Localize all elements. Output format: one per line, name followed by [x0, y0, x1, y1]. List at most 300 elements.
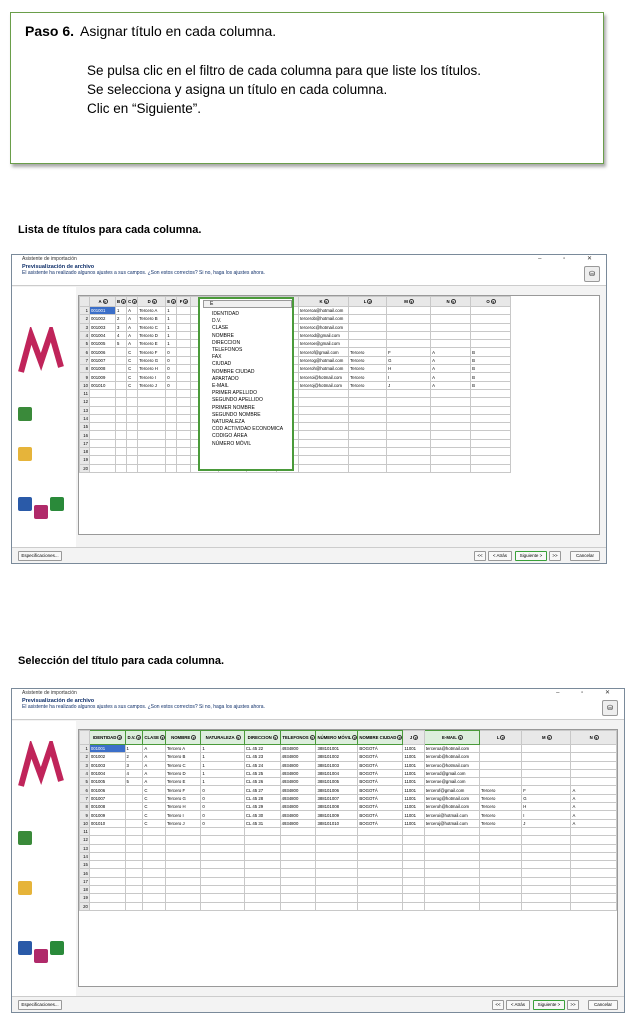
table-cell[interactable] [358, 894, 403, 902]
table-cell[interactable]: Tercero E [165, 778, 200, 786]
empty-row[interactable] [80, 861, 617, 869]
table-cell[interactable] [116, 389, 127, 397]
table-cell[interactable] [116, 456, 127, 464]
filter-icon[interactable]: ▾ [192, 736, 195, 741]
table-cell[interactable] [403, 861, 424, 869]
table-cell[interactable]: 4934800 [280, 753, 316, 761]
table-cell[interactable]: BOGOTÁ [358, 819, 403, 827]
table-cell[interactable] [480, 827, 522, 835]
table-cell[interactable]: Tercero [349, 356, 387, 364]
table-cell[interactable]: 1 [201, 769, 245, 777]
table-cell[interactable] [143, 877, 166, 885]
table-cell[interactable]: A [127, 323, 138, 331]
table-cell[interactable] [403, 894, 424, 902]
table-cell[interactable] [90, 414, 116, 422]
table-cell[interactable] [177, 348, 191, 356]
table-cell[interactable] [244, 836, 280, 844]
table-cell[interactable] [166, 448, 177, 456]
table-cell[interactable]: Tercero B [138, 315, 166, 323]
dropdown-option[interactable]: NOMBRE [212, 332, 234, 339]
table-cell[interactable]: 11001 [403, 769, 424, 777]
table-cell[interactable] [116, 448, 127, 456]
table-cell[interactable] [522, 753, 571, 761]
table-cell[interactable] [201, 877, 245, 885]
table-cell[interactable]: Tercero E [138, 340, 166, 348]
table-cell[interactable]: 4934800 [280, 745, 316, 753]
row-number[interactable]: 5 [80, 778, 90, 786]
filter-icon[interactable]: ▾ [104, 300, 106, 305]
table-cell[interactable]: 0 [201, 786, 245, 794]
table-cell[interactable] [89, 894, 125, 902]
table-cell[interactable]: A [143, 761, 166, 769]
empty-row[interactable] [80, 389, 511, 397]
table-cell[interactable] [358, 827, 403, 835]
table-cell[interactable] [316, 861, 358, 869]
filter-icon[interactable]: ▾ [410, 300, 413, 305]
table-cell[interactable]: A [127, 315, 138, 323]
table-cell[interactable] [299, 464, 349, 472]
table-cell[interactable]: 4934800 [280, 761, 316, 769]
table-cell[interactable] [403, 902, 424, 910]
table-cell[interactable] [316, 836, 358, 844]
table-cell[interactable]: 2 [125, 753, 143, 761]
table-cell[interactable]: 388101009 [316, 811, 358, 819]
next-button[interactable]: Siguiente > [515, 551, 547, 561]
table-cell[interactable] [471, 389, 511, 397]
row-number[interactable]: 13 [80, 844, 90, 852]
table-cell[interactable] [387, 331, 431, 339]
table-cell[interactable] [299, 439, 349, 447]
table-cell[interactable]: Tercero B [165, 753, 200, 761]
table-row[interactable] [80, 811, 617, 819]
table-cell[interactable]: Tercero F [165, 786, 200, 794]
first-button[interactable]: << [474, 551, 486, 561]
filter-icon[interactable]: ▾ [415, 736, 417, 741]
filter-icon[interactable]: ▾ [492, 300, 495, 305]
table-cell[interactable] [387, 340, 431, 348]
table-cell[interactable]: G [387, 356, 431, 364]
row-number[interactable]: 16 [80, 431, 90, 439]
table-cell[interactable]: A [431, 356, 471, 364]
preview-grid-2[interactable] [78, 729, 618, 987]
table-cell[interactable] [177, 323, 191, 331]
table-cell[interactable] [201, 861, 245, 869]
empty-row[interactable] [80, 414, 511, 422]
table-cell[interactable] [424, 877, 479, 885]
table-cell[interactable] [116, 406, 127, 414]
column-header[interactable] [138, 297, 166, 307]
table-cell[interactable] [125, 877, 143, 885]
table-cell[interactable] [349, 323, 387, 331]
table-cell[interactable] [571, 886, 617, 894]
table-cell[interactable] [89, 902, 125, 910]
empty-row[interactable] [80, 852, 617, 860]
table-cell[interactable]: 4 [125, 769, 143, 777]
filter-icon[interactable]: ▾ [138, 736, 140, 741]
table-cell[interactable] [403, 852, 424, 860]
table-cell[interactable] [165, 877, 200, 885]
table-row[interactable] [80, 819, 617, 827]
row-number[interactable]: 18 [80, 448, 90, 456]
table-cell[interactable]: CL 45 28 [244, 794, 280, 802]
table-row[interactable] [80, 373, 511, 381]
table-cell[interactable]: tercerog@hotmail.com [299, 356, 349, 364]
table-cell[interactable]: 388101002 [316, 753, 358, 761]
table-cell[interactable] [177, 406, 191, 414]
table-cell[interactable] [244, 844, 280, 852]
table-cell[interactable]: A [431, 348, 471, 356]
table-cell[interactable]: 001008 [89, 803, 125, 811]
table-cell[interactable] [387, 431, 431, 439]
filter-icon[interactable]: ▾ [595, 736, 598, 741]
table-cell[interactable] [387, 464, 431, 472]
dropdown-option[interactable]: APARTADO [212, 375, 239, 382]
dropdown-option[interactable]: E-MAIL [212, 383, 229, 390]
row-number[interactable]: 13 [80, 406, 90, 414]
table-cell[interactable]: Tercero [480, 786, 522, 794]
table-cell[interactable] [116, 381, 127, 389]
table-cell[interactable]: C [143, 794, 166, 802]
table-cell[interactable] [166, 398, 177, 406]
table-cell[interactable] [316, 869, 358, 877]
table-cell[interactable]: Tercero I [165, 811, 200, 819]
cancel-button[interactable]: Cancelar [570, 551, 600, 561]
table-cell[interactable] [177, 431, 191, 439]
table-cell[interactable]: 001002 [90, 315, 116, 323]
table-cell[interactable]: 0 [166, 356, 177, 364]
table-cell[interactable] [571, 877, 617, 885]
filter-icon[interactable]: ▾ [354, 736, 356, 741]
dropdown-option[interactable]: CLASE [212, 325, 229, 332]
table-row[interactable] [80, 307, 511, 315]
table-cell[interactable]: terceroe@gmail.com [299, 340, 349, 348]
row-number[interactable]: 8 [80, 365, 90, 373]
table-cell[interactable] [387, 398, 431, 406]
table-cell[interactable]: 1 [166, 315, 177, 323]
table-cell[interactable] [522, 844, 571, 852]
row-number[interactable]: 10 [80, 381, 90, 389]
empty-row[interactable] [80, 877, 617, 885]
table-cell[interactable] [522, 861, 571, 869]
table-cell[interactable] [280, 894, 316, 902]
table-cell[interactable] [349, 307, 387, 315]
table-cell[interactable] [138, 398, 166, 406]
filter-icon[interactable]: ▾ [502, 736, 504, 741]
table-cell[interactable]: BOGOTÁ [358, 803, 403, 811]
table-cell[interactable] [177, 398, 191, 406]
table-cell[interactable] [424, 861, 479, 869]
table-cell[interactable] [244, 869, 280, 877]
table-cell[interactable]: I [522, 811, 571, 819]
dropdown-option[interactable]: PRIMER APELLIDO [212, 390, 258, 397]
row-number[interactable]: 3 [80, 323, 90, 331]
table-cell[interactable] [165, 827, 200, 835]
table-cell[interactable]: 0 [166, 348, 177, 356]
table-cell[interactable] [143, 844, 166, 852]
table-cell[interactable] [571, 745, 617, 753]
table-cell[interactable] [522, 869, 571, 877]
row-number[interactable]: 15 [80, 423, 90, 431]
empty-row[interactable] [80, 439, 511, 447]
table-cell[interactable] [299, 406, 349, 414]
table-cell[interactable]: CL 45 30 [244, 811, 280, 819]
table-cell[interactable] [571, 861, 617, 869]
filter-icon[interactable]: ▾ [325, 300, 327, 305]
table-cell[interactable] [431, 423, 471, 431]
table-cell[interactable] [280, 886, 316, 894]
table-cell[interactable] [125, 794, 143, 802]
table-cell[interactable] [116, 356, 127, 364]
table-cell[interactable] [143, 902, 166, 910]
table-cell[interactable] [138, 431, 166, 439]
dropdown-option[interactable]: PRIMER NOMBRE [212, 404, 255, 411]
table-cell[interactable]: Tercero [480, 803, 522, 811]
table-cell[interactable] [280, 844, 316, 852]
table-cell[interactable]: C [143, 811, 166, 819]
filter-icon[interactable]: ▾ [153, 300, 156, 305]
table-cell[interactable] [143, 869, 166, 877]
table-cell[interactable] [89, 844, 125, 852]
table-cell[interactable] [138, 439, 166, 447]
table-cell[interactable] [387, 439, 431, 447]
table-cell[interactable] [201, 836, 245, 844]
table-cell[interactable] [471, 307, 511, 315]
column-header[interactable] [522, 731, 571, 745]
table-cell[interactable] [299, 423, 349, 431]
table-cell[interactable]: 11001 [403, 753, 424, 761]
filter-icon[interactable]: ▾ [237, 736, 239, 741]
table-cell[interactable] [471, 423, 511, 431]
table-cell[interactable] [125, 803, 143, 811]
table-cell[interactable]: G [522, 794, 571, 802]
table-cell[interactable]: Tercero I [138, 373, 166, 381]
table-cell[interactable] [299, 448, 349, 456]
table-cell[interactable] [431, 448, 471, 456]
table-cell[interactable] [165, 861, 200, 869]
table-cell[interactable]: 1 [116, 307, 127, 315]
table-cell[interactable]: A [143, 769, 166, 777]
table-cell[interactable] [138, 423, 166, 431]
table-cell[interactable] [424, 852, 479, 860]
table-cell[interactable] [166, 456, 177, 464]
column-header[interactable] [166, 297, 177, 307]
table-row[interactable] [80, 356, 511, 364]
table-cell[interactable] [480, 778, 522, 786]
table-cell[interactable] [177, 331, 191, 339]
table-cell[interactable]: tercerog@hotmail.com [424, 794, 479, 802]
table-cell[interactable]: A [143, 745, 166, 753]
table-cell[interactable] [349, 464, 387, 472]
row-number[interactable]: 6 [80, 786, 90, 794]
table-cell[interactable] [244, 861, 280, 869]
table-cell[interactable] [166, 439, 177, 447]
table-cell[interactable] [480, 902, 522, 910]
table-cell[interactable] [358, 902, 403, 910]
table-row[interactable] [80, 769, 617, 777]
table-cell[interactable] [177, 464, 191, 472]
column-header[interactable] [299, 297, 349, 307]
row-number[interactable]: 4 [80, 331, 90, 339]
table-cell[interactable] [471, 414, 511, 422]
table-cell[interactable] [280, 877, 316, 885]
table-cell[interactable]: 1 [201, 761, 245, 769]
table-cell[interactable]: terceroc@hotmail.com [424, 761, 479, 769]
row-number[interactable]: 9 [80, 811, 90, 819]
table-cell[interactable] [316, 877, 358, 885]
table-cell[interactable] [480, 836, 522, 844]
table-cell[interactable] [471, 315, 511, 323]
table-cell[interactable]: 388101006 [316, 786, 358, 794]
empty-row[interactable] [80, 406, 511, 414]
dropdown-option[interactable]: NÚMERO MÓVIL [212, 440, 252, 447]
table-cell[interactable] [125, 836, 143, 844]
dropdown-option[interactable]: SEGUNDO APELLIDO [212, 397, 263, 404]
table-cell[interactable]: C [127, 381, 138, 389]
table-cell[interactable]: 0 [166, 365, 177, 373]
table-cell[interactable] [522, 836, 571, 844]
table-cell[interactable] [480, 861, 522, 869]
table-cell[interactable] [125, 819, 143, 827]
table-cell[interactable]: F [387, 348, 431, 356]
table-cell[interactable]: 11001 [403, 811, 424, 819]
table-cell[interactable] [90, 389, 116, 397]
table-cell[interactable]: 4934800 [280, 803, 316, 811]
table-cell[interactable] [480, 886, 522, 894]
table-cell[interactable] [177, 365, 191, 373]
table-cell[interactable]: BOGOTÁ [358, 811, 403, 819]
table-cell[interactable]: 001003 [89, 761, 125, 769]
table-cell[interactable]: tercerod@gmail.com [424, 769, 479, 777]
table-cell[interactable] [571, 778, 617, 786]
table-cell[interactable] [471, 340, 511, 348]
table-cell[interactable] [201, 886, 245, 894]
row-number[interactable]: 19 [80, 894, 90, 902]
filter-icon[interactable]: ▾ [119, 736, 121, 741]
table-cell[interactable] [387, 315, 431, 323]
table-cell[interactable] [90, 448, 116, 456]
dropdown-current[interactable] [203, 300, 292, 308]
table-cell[interactable] [358, 877, 403, 885]
column-header[interactable] [471, 297, 511, 307]
table-cell[interactable] [471, 448, 511, 456]
table-cell[interactable]: 3 [116, 323, 127, 331]
table-cell[interactable] [316, 827, 358, 835]
filter-icon[interactable]: ▾ [459, 736, 462, 741]
table-cell[interactable] [471, 431, 511, 439]
table-cell[interactable] [138, 456, 166, 464]
table-cell[interactable] [177, 307, 191, 315]
table-cell[interactable]: 001006 [89, 786, 125, 794]
table-cell[interactable] [143, 827, 166, 835]
table-cell[interactable]: tercerob@hotmail.com [299, 315, 349, 323]
table-cell[interactable] [471, 439, 511, 447]
last-button[interactable]: >> [567, 1000, 579, 1010]
table-cell[interactable] [480, 844, 522, 852]
table-cell[interactable]: Tercero [480, 794, 522, 802]
table-cell[interactable]: CL 45 23 [244, 753, 280, 761]
empty-row[interactable] [80, 894, 617, 902]
table-cell[interactable] [299, 389, 349, 397]
table-cell[interactable]: A [571, 819, 617, 827]
table-row[interactable] [80, 323, 511, 331]
table-cell[interactable]: 388101004 [316, 769, 358, 777]
table-cell[interactable]: terceroj@hotmail.com [424, 819, 479, 827]
table-cell[interactable] [431, 389, 471, 397]
table-cell[interactable] [424, 869, 479, 877]
table-cell[interactable] [127, 389, 138, 397]
table-cell[interactable]: terceroh@hotmail.com [424, 803, 479, 811]
table-cell[interactable]: 001005 [89, 778, 125, 786]
table-cell[interactable] [280, 869, 316, 877]
row-number[interactable]: 17 [80, 439, 90, 447]
table-cell[interactable] [125, 811, 143, 819]
table-cell[interactable]: 1 [201, 778, 245, 786]
row-number[interactable]: 20 [80, 902, 90, 910]
table-cell[interactable] [431, 414, 471, 422]
table-cell[interactable] [349, 315, 387, 323]
table-cell[interactable]: 1 [201, 745, 245, 753]
table-cell[interactable]: A [571, 794, 617, 802]
table-cell[interactable] [116, 398, 127, 406]
table-cell[interactable] [316, 844, 358, 852]
dropdown-option[interactable]: FAX [212, 354, 222, 361]
table-cell[interactable] [316, 886, 358, 894]
filter-icon[interactable]: ▾ [399, 736, 401, 741]
table-cell[interactable] [177, 439, 191, 447]
select-all-corner[interactable] [80, 297, 90, 307]
filter-icon[interactable]: ▾ [274, 736, 277, 741]
table-cell[interactable]: C [143, 786, 166, 794]
table-cell[interactable] [143, 852, 166, 860]
row-number[interactable]: 4 [80, 769, 90, 777]
empty-row[interactable] [80, 448, 511, 456]
table-cell[interactable] [424, 902, 479, 910]
table-cell[interactable]: Tercero H [138, 365, 166, 373]
table-cell[interactable] [480, 769, 522, 777]
table-row[interactable] [80, 753, 617, 761]
table-cell[interactable]: 001001 [89, 745, 125, 753]
table-cell[interactable]: A [127, 307, 138, 315]
table-cell[interactable]: I [387, 373, 431, 381]
last-button[interactable]: >> [549, 551, 561, 561]
table-cell[interactable]: 001005 [90, 340, 116, 348]
dropdown-option[interactable]: NOMBRE CIUDAD [212, 368, 255, 375]
table-cell[interactable]: 0 [201, 811, 245, 819]
table-cell[interactable] [138, 414, 166, 422]
table-cell[interactable] [387, 389, 431, 397]
filter-icon[interactable]: ▾ [122, 300, 125, 305]
row-number[interactable]: 6 [80, 348, 90, 356]
table-cell[interactable]: terceroc@hotmail.com [299, 323, 349, 331]
table-cell[interactable] [177, 423, 191, 431]
table-cell[interactable] [431, 398, 471, 406]
table-cell[interactable] [431, 315, 471, 323]
table-cell[interactable] [201, 844, 245, 852]
table-cell[interactable] [127, 423, 138, 431]
table-cell[interactable] [138, 448, 166, 456]
dropdown-option[interactable]: TELEFONOS [212, 347, 243, 354]
table-cell[interactable] [125, 844, 143, 852]
table-cell[interactable] [431, 406, 471, 414]
table-cell[interactable] [125, 861, 143, 869]
filter-icon[interactable]: ▾ [172, 300, 175, 305]
back-button[interactable]: < Atrás [488, 551, 512, 561]
table-cell[interactable] [166, 406, 177, 414]
table-cell[interactable] [349, 448, 387, 456]
table-cell[interactable] [522, 778, 571, 786]
preview-grid-1[interactable] [78, 295, 600, 535]
table-cell[interactable]: 4934800 [280, 786, 316, 794]
